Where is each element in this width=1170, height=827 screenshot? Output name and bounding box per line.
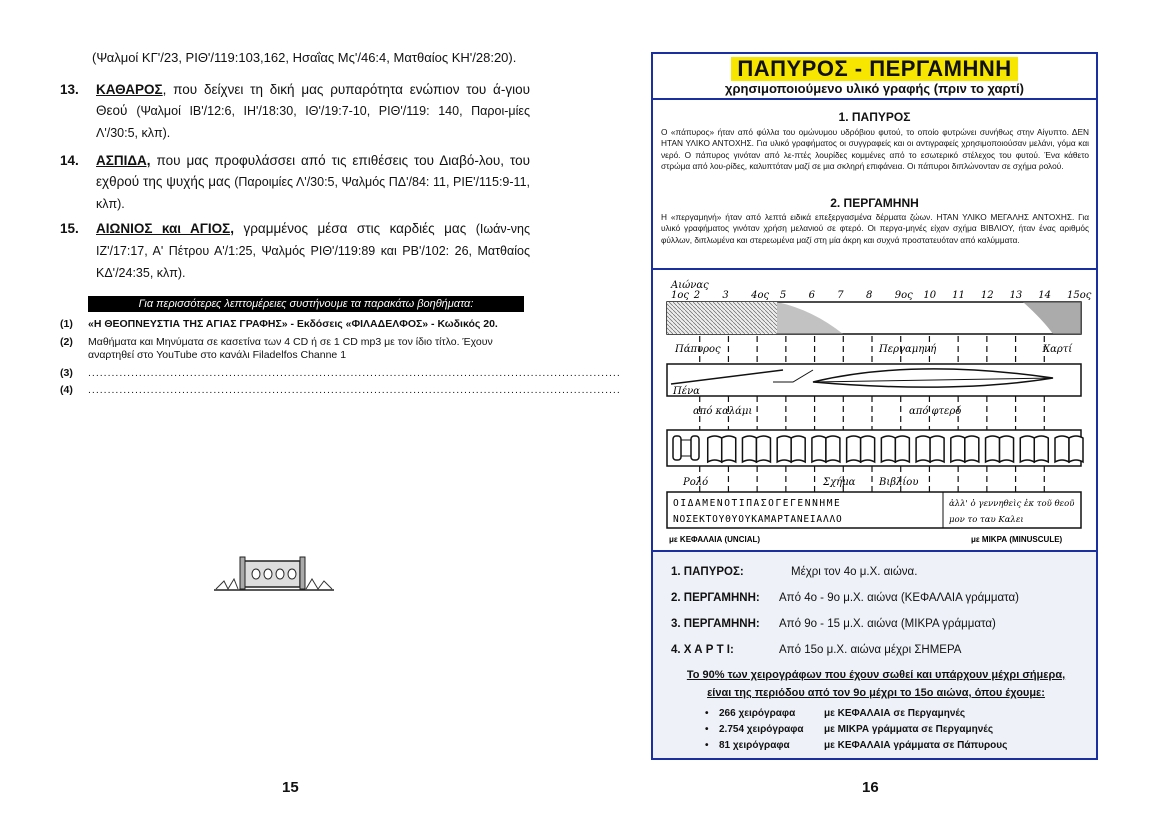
bullet-count: 81 χειρόγραφα (719, 740, 790, 751)
ref-number: (1) (60, 318, 73, 330)
summary-label: 1. ΠΑΠΥΡΟΣ: (671, 566, 744, 578)
item-number: 14. (60, 153, 79, 168)
book-icon (742, 436, 770, 462)
fence-illustration (214, 553, 334, 593)
diagram-svg (653, 270, 1096, 554)
century-label: 3 (722, 290, 729, 301)
century-label: 9ος (894, 290, 913, 301)
section-text: Η «περγαμηνή» ήταν από λεπτά ειδικά επεξεργασμένα δέρματα ζώων. ΗΤΑΝ ΥΛΙΚΟ ΜΕΓΑΛΗΣ ΑΝΤΟΧΗΣ. Για υλικό γραφήματος γινόταν χρήση μελανιού σε φτερό. Οι περγα-μηνές είχαν σχήμα ΒΙΒΛΙΟΥ, ήταν ένας αριθμός φύλλων, διπλωμένα και στερεωμένα μαζί στη μία άκρη και συχνά προστατευόταν από καλύμματα. (661, 212, 1089, 245)
summary-row (671, 644, 961, 656)
item-keyword: ΑΙΩΝΙΟΣ και ΑΓΙΟΣ, (96, 221, 234, 236)
summary-text: Από 9ο - 15 μ.Χ. αιώνα (ΜΙΚΡΑ γράμματα) (779, 618, 996, 630)
century-label: 13 (1009, 290, 1023, 301)
bullet-item: • 2.754 χειρόγραφα με ΜΙΚΡΑ γράμματα σε Περγαμηνές (705, 724, 994, 735)
century-label: 14 (1038, 290, 1052, 301)
title-band (653, 54, 1096, 100)
ref-blank: ........................................................................................................................................ (88, 367, 621, 379)
book-icon (708, 436, 736, 462)
bullet-count: 266 χειρόγραφα (719, 708, 796, 719)
reference-row (60, 367, 621, 380)
bullet-count: 2.754 χειρόγραφα (719, 724, 804, 735)
continued-references: (Ψαλμοί ΚΓ'/23, ΡΙΘ'/119:103,162, Ησαΐας Μς'/46:4, Ματθαίος ΚΗ'/28:20). (92, 50, 517, 65)
book-icon (916, 436, 944, 462)
section-heading: 2. ΠΕΡΓΑΜΗΝΗ (830, 196, 919, 210)
label-papyros: Πάπυρος (675, 344, 721, 355)
summary-row (671, 618, 996, 630)
century-label: 12 (980, 290, 994, 301)
label-xarti: Χαρτί (1043, 344, 1073, 355)
page-number: 16 (862, 779, 879, 796)
summary-label: 3. ΠΕΡΓΑΜΗΝΗ: (671, 618, 760, 630)
century-label: 7 (837, 290, 844, 301)
book-icon (951, 436, 979, 462)
summary-label: 4. Χ Α Ρ Τ Ι: (671, 644, 734, 656)
century-label: 4ος (751, 290, 770, 301)
list-item (60, 79, 530, 144)
label-apo-kalami: από καλάμι (693, 406, 753, 417)
century-label: 5 (779, 290, 787, 301)
item-text: που μας προφυλάσσει από τις επιθέσεις του Διαβό-λου, του εχθρού της ψυχής μας (96, 153, 530, 189)
item-ref: (Ψαλμοί ΙΒ'/12:6, ΙΗ'/18:30, ΙΘ'/19:7-10, ΡΙΘ'/119: 140, Παροι-μίες Λ'/30:5, κλπ). (96, 104, 530, 140)
item-number: 15. (60, 221, 79, 236)
bullet-item: • 266 χειρόγραφα με ΚΕΦΑΛΑΙΑ σε Περγαμηνές (705, 708, 966, 719)
minuscule-sample-line: ἀλλ' ὁ γεννηθεὶς ἐκ τοῦ θεοῦ (949, 499, 1075, 509)
book-icon (777, 436, 805, 462)
summary-panel (653, 552, 1096, 758)
bullet-desc: με ΚΕΦΑΛΑΙΑ γράμματα σε Πάπυρους (824, 740, 1008, 751)
item-number: 13. (60, 82, 79, 97)
minuscule-sample-line: μον το ταυ Καλει (949, 515, 1024, 525)
century-label: 15ος (1067, 290, 1092, 301)
summary-text: Μέχρι τον 4ο μ.Χ. αιώνα. (791, 566, 918, 578)
section-heading: 1. ΠΑΠΥΡΟΣ (838, 110, 911, 124)
label-pena: Πένα (673, 386, 700, 397)
label-sxima: Σχήμα (823, 477, 856, 488)
bullet-desc: με ΚΕΦΑΛΑΙΑ σε Περγαμηνές (824, 708, 966, 719)
century-label: 1ος (671, 290, 689, 301)
century-label: 6 (808, 290, 815, 301)
section-text: Ο «πάπυρος» ήταν από φύλλα του ομώνυμου υδρόβιου φυτού, το οποίο φυτρώνει συνήθως στην Αίγυπτο. ΔΕΝ ΗΤΑΝ ΥΛΙΚΟ ΑΝΤΟΧΗΣ. Για υλικό γραφήματος οι συγγραφείς και οι αντιγραφείς χρησιμοποιούσαν μελάνι, γόμα και νερό. Ο πάπυρος γινόταν από λε-πτές λουρίδες κομμένες από το εσωτερικό στέλεχος του φυτού. Ένα κάθετο στρώμα από λου-ρίδες, καλυπτόταν μαζί σε μια σκληρή επιφάνεια. Οι πάπυροι διπλώνονταν σε σχήμα ρολού. (661, 127, 1089, 172)
book-icon (1020, 436, 1048, 462)
list-item (60, 218, 530, 284)
ref-blank: ........................................................................................................................................ (88, 384, 621, 396)
ref-text: «Η ΘΕΟΠΝΕΥΣΤΙΑ ΤΗΣ ΑΓΙΑΣ ΓΡΑΦΗΣ» - Εκδόσεις «ΦΙΛΑΔΕΛΦΟΣ» - Κωδικός 20. (88, 318, 498, 330)
book-icon (1055, 436, 1083, 462)
summary-note: Το 90% των χειρογράφων που έχουν σωθεί και υπάρχουν μέχρι σήμερα, (686, 669, 1066, 681)
summary-row (671, 566, 917, 578)
century-label: 2 (693, 290, 701, 301)
label-uncial: με ΚΕΦΑΛΑΙΑ (UNCIAL) (669, 535, 761, 544)
label-vivliou: Βιβλίου (879, 477, 919, 488)
reference-row (60, 384, 621, 397)
reference-row (60, 336, 530, 362)
item-keyword: ΚΑΘΑΡΟΣ (96, 82, 163, 97)
book-icon (881, 436, 909, 462)
label-apo-ftero: από φτερό (909, 406, 962, 417)
item-ref: (Ιωάν-νης ΙΖ'/17:17, Α' Πέτρου Α'/1:25, Ψαλμός ΡΙΘ'/119:89 και ΡΒ'/102: 26, Ματθαίος ΚΔ'/24:35, κλπ). (96, 222, 530, 280)
century-axis-label: Αιώνας (671, 280, 709, 291)
list-item (60, 150, 530, 215)
century-label: 8 (866, 290, 873, 301)
summary-note: είναι της περιόδου από τον 9ο μέχρι το 15ο αιώνα, όπου έχουμε: (707, 687, 1045, 699)
century-label: 11 (952, 290, 965, 301)
ref-number: (2) (60, 336, 73, 348)
ref-number: (4) (60, 384, 73, 396)
page-title: ΠΑΠΥΡΟΣ - ΠΕΡΓΑΜΗΝΗ (731, 57, 1017, 81)
item-text: , που δείχνει τη δική μας ρυπαρότητα ενώπιον του ά-γιου Θεού (96, 82, 530, 118)
references-header: Για περισσότερες λεπτομέρειες συστήνουμε τα παρακάτω βοηθήματα: (88, 296, 524, 312)
summary-text: Από 15ο μ.Χ. αιώνα μέχρι ΣΗΜΕΡΑ (779, 644, 962, 656)
label-pergamini: Περγαμηνή (879, 344, 937, 355)
item-text: γραμμένος μέσα στις καρδιές μας (233, 221, 476, 236)
book-icon (812, 436, 840, 462)
summary-label: 2. ΠΕΡΓΑΜΗΝΗ: (671, 592, 760, 604)
item-keyword: ΑΣΠΙΔΑ, (96, 153, 151, 168)
summary-row (671, 592, 1019, 604)
history-diagram (653, 268, 1096, 552)
label-rolo: Ρολό (683, 477, 709, 488)
ref-text: Μαθήματα και Μηνύματα σε κασετίνα των 4 CD ή σε 1 CD mp3 με τον ίδιο τίτλο. Έχουν αναρτηθεί στο YouTube στο κανάλι Filadelfos Channe 1 (88, 336, 493, 361)
bullet-item: • 81 χειρόγραφα με ΚΕΦΑΛΑΙΑ γράμματα σε Πάπυρους (705, 740, 1008, 751)
book-icon (986, 436, 1014, 462)
century-label: 10 (923, 290, 937, 301)
uncial-sample-line: ΟΙΔΑΜΕΝΟΤΙΠΑΣΟΓΕΓΕΝΝΗΜΕ (673, 498, 842, 509)
book-icon (847, 436, 875, 462)
page-number: 15 (282, 779, 299, 796)
item-ref: (Παροιμίες Λ'/30:5, Ψαλμός ΠΔ'/84: 11, ΡΙΕ'/115:9-11, κλπ). (96, 175, 530, 211)
uncial-sample-line: ΝΟΣΕΚΤΟΥΘΥΟΥΚΑΜΑΡΤΑΝΕΙΑΛΛΟ (673, 514, 843, 525)
ref-number: (3) (60, 367, 73, 379)
summary-text: Από 4ο - 9ο μ.Χ. αιώνα (ΚΕΦΑΛΑΙΑ γράμματα) (779, 592, 1020, 604)
label-minuscule: με ΜΙΚΡΑ (MINUSCULE) (971, 535, 1063, 544)
reference-row (60, 318, 530, 331)
page-subtitle: χρησιμοποιούμενο υλικό γραφής (πριν το χαρτί) (725, 81, 1024, 96)
bullet-desc: με ΜΙΚΡΑ γράμματα σε Περγαμηνές (824, 724, 994, 735)
right-page-box (651, 52, 1098, 760)
